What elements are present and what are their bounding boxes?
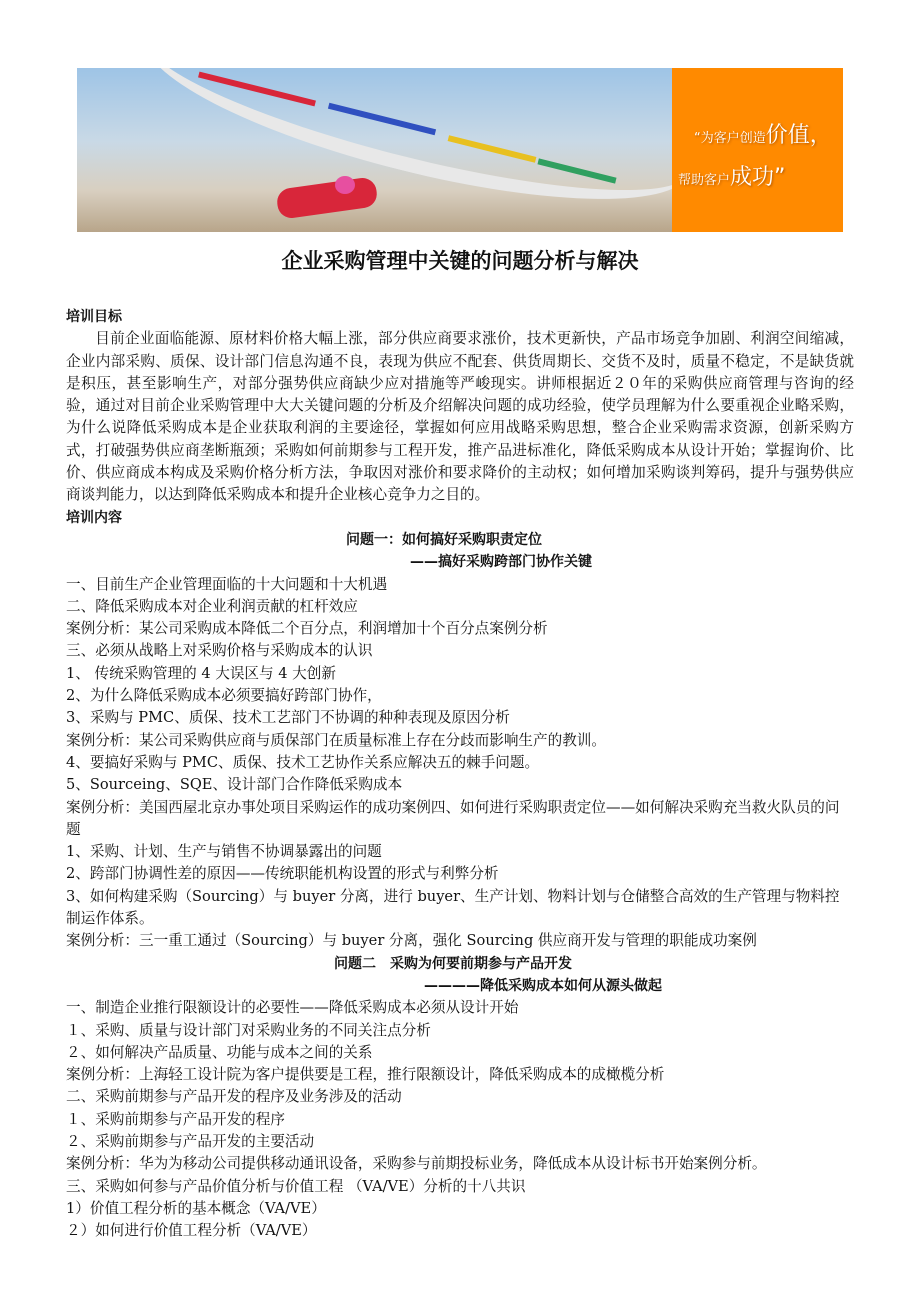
section-heading: ————降低采购成本如何从源头做起 xyxy=(424,977,662,994)
content-line: 三、采购如何参与产品价值分析与价值工程 （VA/VE）分析的十八共识 xyxy=(66,1177,526,1195)
content-line: 案例分析：某公司采购成本降低二个百分点，利润增加十个百分点案例分析 xyxy=(66,620,548,638)
content-line: 2、跨部门协调性差的原因——传统职能机构设置的形式与利弊分析 xyxy=(66,865,499,883)
pilot xyxy=(275,176,378,220)
content-line: 5、Sourceing、SQE、设计部门合作降低采购成本 xyxy=(66,776,403,794)
section-heading: 问题一：如何搞好采购职责定位 xyxy=(346,531,542,548)
slogan-line-2 xyxy=(678,160,785,191)
pilot-helmet xyxy=(335,176,355,194)
content-line: 案例分析：华为为移动公司提供移动通讯设备，采购参与前期投标业务，降低成本从设计标书开始案例分析。 xyxy=(66,1155,767,1173)
content-line: 1、采购、计划、生产与销售不协调暴露出的问题 xyxy=(66,843,382,861)
content-line: ２、采购前期参与产品开发的主要活动 xyxy=(66,1132,315,1150)
content-line: 1）价值工程分析的基本概念（VA/VE） xyxy=(66,1199,326,1217)
section-heading: 问题二 采购为何要前期参与产品开发 xyxy=(334,955,572,972)
section-heading: ——搞好采购跨部门协作关键 xyxy=(410,554,592,571)
body-paragraph: 目前企业面临能源、原材料价格大幅上涨，部分供应商要求涨价，技术更新快，产品市场竞争加剧、利润空间缩减，企业内部采购、质保、设计部门信息沟通不良，表现为供应不配套、供货周期长、交货不及时，质量不稳定，不是缺货就是积压，甚至影响生产，对部分强势供应商缺少应对措施等严峻现实。讲师根据近２０年的采购供应商管理与咨询的经验，通过对目前企业采购管理中大大关键问题的分析及介绍解决问题的成功经验，使学员理解为什么要重视企业略采购，为什么说降低采购成本是企业获取利润的主要途径，掌握如何应用战略采购思想，整合企业采购需求资源，创新采购方式，打破强势供应商垄断瓶颈；采购如何前期参与工程开发，推产品进标准化，降低采购成本从设计开始；掌握询价、比价、供应商成本构成及采购价格分析方法，争取因对涨价和要求降价的主动权；如何增加采购谈判筹码，提升与强势供应商谈判能力，以达到降低采购成本和提升企业核心竞争力之目的。 xyxy=(66,330,854,504)
content-line: 1、 传统采购管理的 4 大误区与 4 大创新 xyxy=(66,664,336,682)
section-label: 培训目标 xyxy=(66,309,122,325)
content-line: 一、制造企业推行限额设计的必要性——降低采购成本必须从设计开始 xyxy=(66,999,519,1017)
content-line: 案例分析：三一重工通过（Sourcing）与 buyer 分离，强化 Sourcing 供应商开发与管理的职能成功案例 xyxy=(66,932,757,950)
content-line: ２）如何进行价值工程分析（VA/VE） xyxy=(66,1222,317,1240)
hang-glider-photo xyxy=(77,68,672,232)
content-line: 二、采购前期参与产品开发的程序及业务涉及的活动 xyxy=(66,1088,402,1106)
section-label: 培训内容 xyxy=(66,509,122,526)
content-line: 3、采购与 PMC、质保、技术工艺部门不协调的种种表现及原因分析 xyxy=(66,709,510,727)
content-line: 4、要搞好采购与 PMC、质保、技术工艺协作关系应解决五的棘手问题。 xyxy=(66,753,540,771)
content-line: ２、如何解决产品质量、功能与成本之间的关系 xyxy=(66,1043,373,1061)
content-line: 案例分析：某公司采购供应商与质保部门在质量标准上存在分歧而影响生产的教训。 xyxy=(66,731,606,749)
content-line: 三、必须从战略上对采购价格与采购成本的认识 xyxy=(66,642,373,660)
document-title: 企业采购管理中关键的问题分析与解决 xyxy=(281,249,639,273)
content-line: 2、为什么降低采购成本必须要搞好跨部门协作， xyxy=(66,687,382,705)
content-line: １、采购、质量与设计部门对采购业务的不同关注点分析 xyxy=(66,1021,431,1039)
slogan-line-1 xyxy=(694,118,832,149)
slogan-emphasis: 价值， xyxy=(765,123,832,148)
glider-wing xyxy=(129,68,705,232)
slogan-text: “为客户创造 xyxy=(694,131,766,146)
content-line: １、采购前期参与产品开发的程序 xyxy=(66,1110,285,1128)
content-line: 案例分析：上海轻工设计院为客户提供要是工程，推行限额设计，降低采购成本的成橄榄分析 xyxy=(66,1066,665,1084)
slogan-emphasis: 成功” xyxy=(730,165,786,190)
slogan-text: 帮助客户 xyxy=(678,173,731,188)
document-body xyxy=(66,306,854,1242)
content-line: 案例分析：美国西屋北京办事处项目采购运作的成功案例四、如何进行采购职责定位——如何解决采购充当救火队员的问题 xyxy=(66,798,840,838)
slogan-panel xyxy=(672,68,843,232)
content-line: 二、降低采购成本对企业利润贡献的杠杆效应 xyxy=(66,597,358,615)
content-line: 一、目前生产企业管理面临的十大问题和十大机遇 xyxy=(66,575,388,593)
content-line: 3、如何构建采购（Sourcing）与 buyer 分离，进行 buyer、生产计划、物料计划与仓储整合高效的生产管理与物料控制运作体系。 xyxy=(66,887,840,928)
header-banner xyxy=(77,68,843,232)
